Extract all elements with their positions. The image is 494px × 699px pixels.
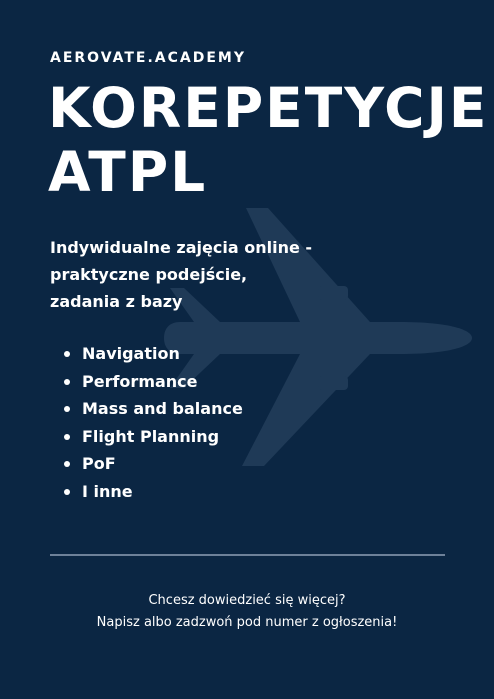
- topic-label: Performance: [82, 371, 198, 391]
- list-item: [64, 478, 243, 506]
- list-item: [64, 450, 243, 478]
- brand-name: AEROVATE.ACADEMY: [50, 50, 246, 66]
- topic-label: Mass and balance: [82, 399, 243, 418]
- topic-label: I inne: [82, 481, 133, 501]
- footer-line-1: Chcesz dowiedzieć się więcej?: [148, 593, 346, 608]
- intro-line-3: zadania z bazy: [50, 292, 183, 311]
- intro-text: [50, 234, 370, 315]
- list-item: [64, 368, 243, 396]
- title-line-1: KOREPETYCJE: [48, 76, 489, 140]
- footer-line-2: Napisz albo zadzwoń pod numer z ogłoszenia!: [96, 615, 398, 630]
- bullet-icon: [64, 461, 70, 467]
- bullet-icon: [64, 434, 70, 440]
- topic-label: PoF: [82, 454, 116, 473]
- bullet-icon: [64, 406, 70, 412]
- list-item: [64, 423, 243, 451]
- page-title: [48, 76, 489, 204]
- topic-label: Navigation: [82, 344, 180, 363]
- topics-list: [64, 340, 243, 505]
- topic-label: Flight Planning: [82, 426, 220, 446]
- list-item: [64, 395, 243, 423]
- intro-line-1: Indywidualne zajęcia online -: [50, 238, 313, 257]
- bullet-icon: [64, 351, 70, 357]
- divider: [50, 554, 445, 556]
- bullet-icon: [64, 379, 70, 385]
- list-item: [64, 340, 243, 368]
- bullet-icon: [64, 489, 70, 495]
- footer-text: [0, 590, 494, 634]
- title-line-2: ATPL: [48, 140, 208, 204]
- intro-line-2: praktyczne podejście,: [50, 265, 248, 284]
